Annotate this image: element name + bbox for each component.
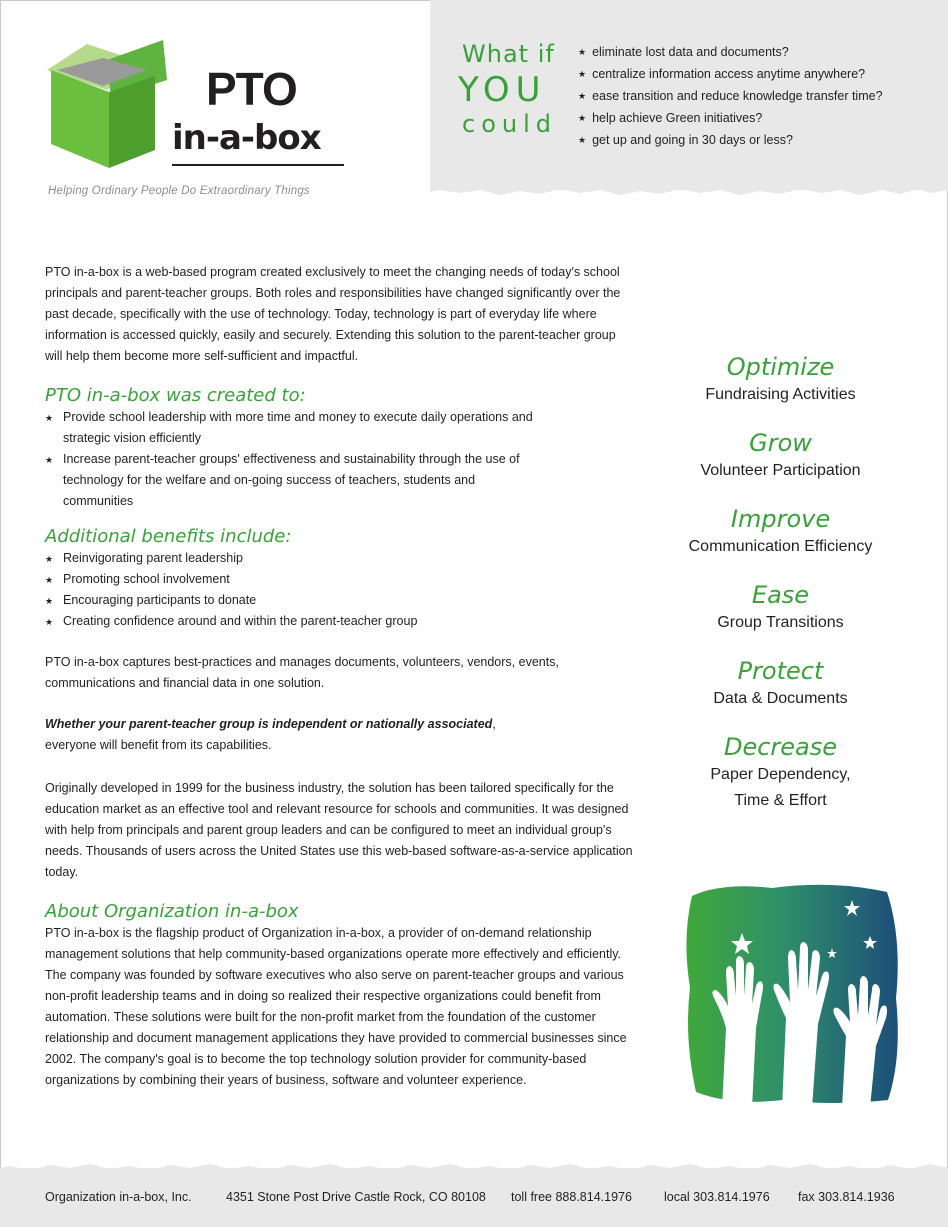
- list-item: ★ Promoting school involvement: [45, 569, 635, 590]
- star-icon: ★: [578, 91, 587, 101]
- whatif-item: ★ centralize information access anytime anywhere?: [578, 67, 866, 81]
- benefit-desc: Group Transitions: [717, 614, 844, 631]
- benefit-desc: Fundraising Activities: [705, 386, 856, 403]
- benefit-desc: Communication Efficiency: [688, 538, 873, 555]
- star-icon: ★: [578, 47, 587, 57]
- benefit-verb: Improve: [730, 505, 831, 533]
- benefits-column: [668, 352, 893, 814]
- captures-paragraph: PTO in-a-box captures best-practices and manages documents, volunteers, vendors, events, communications and financial data in one solution.: [45, 655, 559, 690]
- footer-fax: fax 303.814.1936: [798, 1190, 895, 1204]
- benefit-verb: Grow: [749, 429, 812, 457]
- star-icon: ★: [45, 617, 54, 627]
- benefit-verb: Protect: [737, 657, 824, 685]
- benefit-block: [668, 580, 893, 656]
- list-item: ★ Provide school leadership with more time and money to execute daily operations and strategic vision efficiently: [45, 410, 533, 445]
- star-icon: ★: [578, 69, 587, 79]
- benefit-block: [668, 352, 893, 428]
- benefit-desc: Data & Documents: [713, 690, 848, 707]
- benefit-block: [668, 504, 893, 580]
- benefit-block: [668, 732, 893, 814]
- benefit-desc-line2: Time & Effort: [734, 792, 827, 809]
- star-icon: ★: [45, 575, 54, 585]
- tagline: Helping Ordinary People Do Extraordinary Things: [48, 185, 310, 197]
- footer-company: Organization in-a-box, Inc.: [45, 1190, 192, 1204]
- list-item: ★ Creating confidence around and within the parent-teacher group: [45, 611, 635, 632]
- star-icon: ★: [45, 413, 54, 423]
- benefits-heading: Additional benefits include:: [45, 526, 292, 547]
- benefit-desc: Volunteer Participation: [700, 462, 861, 479]
- about-heading: About Organization in-a-box: [45, 901, 299, 922]
- benefit-verb: Decrease: [723, 733, 838, 761]
- star-icon: ★: [45, 596, 54, 606]
- main-content: [45, 262, 635, 1091]
- whatif-item: ★ help achieve Green initiatives?: [578, 111, 763, 125]
- benefit-verb: Optimize: [726, 353, 835, 381]
- benefits-list: [45, 548, 635, 632]
- logo-underline: [172, 164, 344, 166]
- benefit-verb: Ease: [751, 581, 810, 609]
- torn-edge-graphic: [430, 184, 948, 198]
- star-icon: ★: [578, 113, 587, 123]
- whatif-item: ★ ease transition and reduce knowledge transfer time?: [578, 89, 883, 103]
- whatif-list: [578, 41, 883, 151]
- star-icon: ★: [45, 554, 54, 564]
- whatif-item: ★ eliminate lost data and documents?: [578, 45, 789, 59]
- created-list: [45, 407, 635, 512]
- footer-local: local 303.814.1976: [664, 1190, 770, 1204]
- whatif-line2: YOU: [458, 70, 547, 110]
- benefit-desc: Paper Dependency,: [710, 766, 851, 783]
- benefit-block: [668, 656, 893, 732]
- whatif-line1: What if: [462, 40, 555, 68]
- footer-address: 4351 Stone Post Drive Castle Rock, CO 80108: [226, 1190, 486, 1204]
- star-icon: ★: [45, 455, 54, 465]
- list-item: ★ Increase parent-teacher groups' effectiveness and sustainability through the use of technology for the welfare and on-going success of teachers, students and communities: [45, 452, 520, 508]
- logo-inabox-text: in-a-box: [172, 118, 321, 158]
- created-heading: PTO in-a-box was created to:: [45, 385, 306, 406]
- torn-edge-graphic: [0, 1160, 948, 1174]
- benefit-block: [668, 428, 893, 504]
- originally-paragraph: Originally developed in 1999 for the business industry, the solution has been tailored specifically for the education market as an effective tool and relevant resource for schools and communities. It was designed with help from principals and parent group leaders and can be configured to meet an individual group's needs. Thousands of users across the United States use this web-based software-as-a-service application today.: [45, 781, 633, 879]
- intro-paragraph: PTO in-a-box is a web-based program created exclusively to meet the changing needs of today's school principals and parent-teacher groups. Both roles and responsibilities have changed significantly over the past decade, specifically with the use of technology. Today, technology is part of everyday life where information is accessed quickly, easily and securely. Extending this solution to the parent-teacher group will help them become more self-sufficient and impactful.: [45, 265, 621, 363]
- raised-hands-illustration: [682, 878, 904, 1108]
- logo-pto-text: PTO: [206, 63, 297, 115]
- whatif-item: ★ get up and going in 30 days or less?: [578, 133, 793, 147]
- whatif-line3: could: [462, 110, 557, 138]
- star-icon: ★: [578, 135, 587, 145]
- green-box-logo-icon: [47, 40, 167, 170]
- list-item: ★ Reinvigorating parent leadership: [45, 548, 635, 569]
- list-item: ★ Encouraging participants to donate: [45, 590, 635, 611]
- about-paragraph: PTO in-a-box is the flagship product of Organization in-a-box, a provider of on-demand relationship management solutions that help community-based organizations operate more effectively and efficiently. The company was founded by software executives who also serve on parent-teacher groups and various non-profit leadership teams and in doing so realized their respective organizations could benefit from automation. These solutions were built for the non-profit market from the foundation of the customer relationship and document management applications they have provided to commercial businesses since 2002. The company's goal is to become the top technology solution provider for community-based organizations by combining their years of business, software and volunteer experience.: [45, 926, 627, 1087]
- footer-tollfree: toll free 888.814.1976: [511, 1190, 632, 1204]
- whatif-heading: [458, 40, 572, 138]
- whether-paragraph: Whether your parent-teacher group is independent or nationally associated, everyone will benefit from its capabilities.: [45, 717, 496, 752]
